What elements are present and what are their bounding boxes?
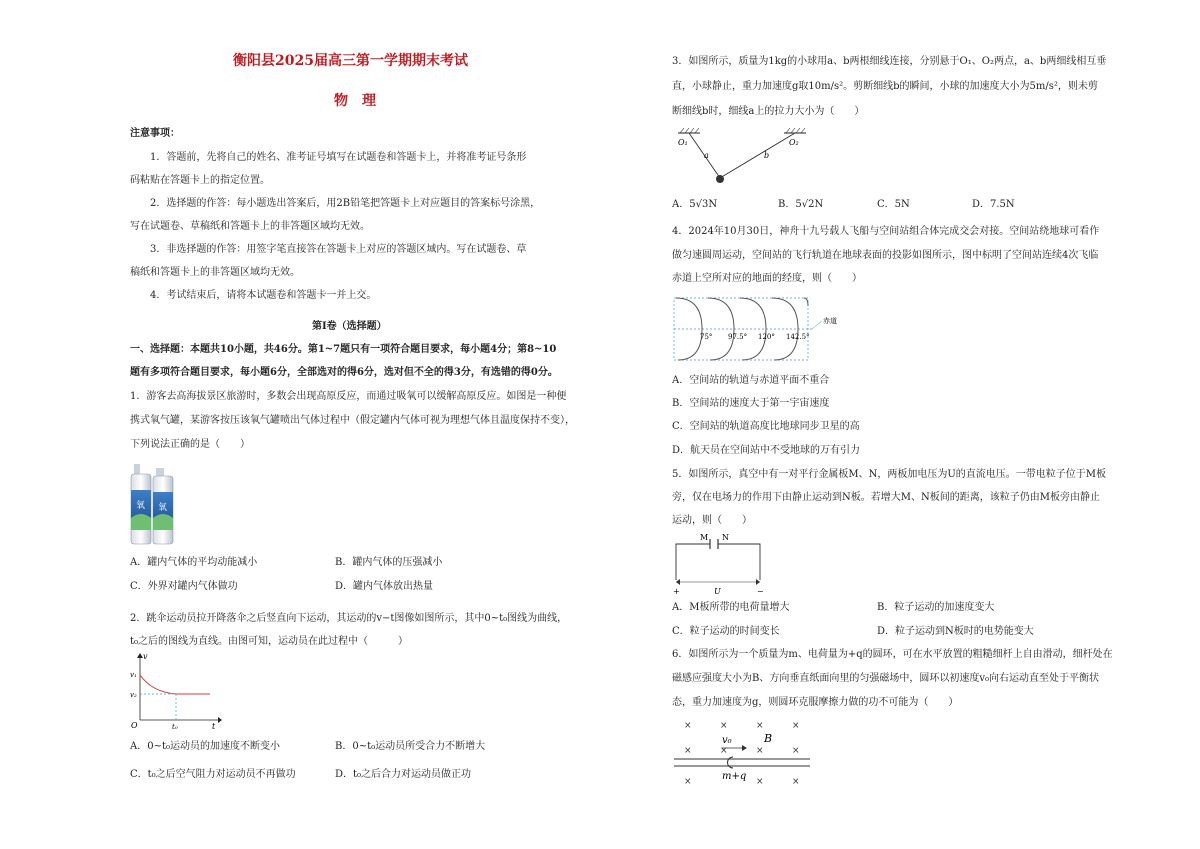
- field-x: ×: [684, 721, 692, 731]
- q4-option-b: B．空间站的速度大于第一宇宙速度: [672, 398, 830, 409]
- q5-option-c: C．粒子运动的时间变长: [672, 626, 780, 637]
- notes-heading: 注意事项：: [130, 128, 180, 139]
- oxygen-can-image: [126, 460, 186, 546]
- q1-option-c: C．外界对罐内气体做功: [130, 581, 238, 592]
- q1-line2: 携式氧气罐，某游客按压该氧气罐喷出气体过程中（假定罐内气体可视为理想气体且温度保持不变），: [130, 415, 575, 426]
- field-x: ×: [720, 721, 728, 731]
- q1-option-d: D．罐内气体放出热量: [335, 581, 434, 592]
- q3-option-a: A．5√3N: [672, 199, 718, 210]
- longitude-1: 75°: [700, 333, 713, 341]
- q6-line1: 6．如图所示为一个质量为m、电荷量为+q的圆环，可在水平放置的粗糙细杆上自由滑动，细杆处在: [672, 649, 1113, 660]
- note-3a: 3．非选择题的作答：用签字笔直接答在答题卡上对应的答题区域内。写在试题卷、草: [150, 244, 527, 255]
- graph-t-label: t: [212, 722, 216, 730]
- graph-v-label: v: [143, 652, 148, 661]
- q3-option-b: B．5√2N: [778, 199, 824, 210]
- o1-label: O₁: [678, 138, 688, 147]
- note-2a: 2．选择题的作答：每小题选出答案后，用2B铅笔把答题卡上对应题目的答案标号涂黑，: [150, 198, 541, 209]
- q2-option-b: B．0~t₀运动员所受合力不断增大: [335, 741, 486, 752]
- field-x: ×: [756, 777, 764, 787]
- q4-line3: 赤道上空所对应的地面的经度，则（ ）: [672, 273, 862, 284]
- graph-v1-label: v₁: [130, 671, 137, 679]
- q2-option-c: C．t₀之后空气阻力对运动员不再做功: [130, 769, 296, 780]
- voltage-label: U: [714, 587, 721, 596]
- q5-line3: 运动，则（ ）: [672, 515, 752, 526]
- q4-option-d: D．航天员在空间站中不受地球的万有引力: [672, 445, 861, 456]
- q3-line2: 直，小球静止，重力加速度g取10m/s²。剪断细线b的瞬间，小球的加速度大小为5m/s²，则未剪: [672, 81, 1098, 92]
- graph-origin-label: O: [131, 721, 138, 730]
- field-x: ×: [684, 777, 692, 787]
- field-b-label: B: [764, 732, 773, 745]
- field-x: ×: [792, 721, 800, 731]
- q1-option-a: A．罐内气体的平均动能减小: [130, 557, 258, 568]
- note-1a: 1．答题前，先将自己的姓名、准考证号填写在试题卷和答题卡上，并将准考证号条形: [150, 152, 527, 163]
- field-x: ×: [792, 777, 800, 787]
- o2-label: O₂: [789, 138, 799, 147]
- capacitor-circuit: [668, 532, 778, 598]
- field-x: ×: [756, 746, 764, 756]
- q2-line1: 2．跳伞运动员拉开降落伞之后竖直向下运动，其运动的v−t图像如图所示，其中0~t₀图线为曲线，: [130, 613, 568, 624]
- q5-option-b: B．粒子运动的加速度变大: [877, 602, 995, 613]
- field-x: ×: [684, 746, 692, 756]
- field-x: ×: [756, 721, 764, 731]
- plus-terminal: +: [673, 587, 680, 596]
- part1-instr-b: 题有多项符合题目要求，每小题6分，全部选对的得6分，选对但不全的得3分，有选错的得0分。: [130, 367, 558, 378]
- q3-line3: 断细线b时，细线a上的拉力大小为（ ）: [672, 106, 865, 117]
- string-b-label: b: [764, 151, 770, 160]
- part1-title: 第Ⅰ卷（选择题）: [312, 321, 387, 332]
- can-label-1: 氧: [136, 501, 146, 511]
- q3-pendulum-diagram: [672, 125, 812, 190]
- note-2b: 写在试题卷、草稿纸和答题卡上的非答题区域均无效。: [130, 221, 370, 232]
- q3-option-c: C．5N: [877, 199, 910, 210]
- q4-option-a: A．空间站的轨道与赤道平面不重合: [672, 375, 830, 386]
- field-x: ×: [792, 746, 800, 756]
- note-4: 4．考试结束后，请将本试题卷和答题卡一并上交。: [150, 290, 377, 301]
- part1-instr-a: 一、选择题：本题共10小题，共46分。第1~7题只有一项符合题目要求，每小题4分；第8~10: [130, 344, 557, 355]
- graph-t0-label: t₀: [172, 723, 178, 730]
- v0-label: v₀: [722, 735, 732, 746]
- q3-option-d: D．7.5N: [972, 199, 1015, 210]
- q4-option-c: C．空间站的轨道高度比地球同步卫星的高: [672, 421, 860, 432]
- plate-m-label: M: [700, 533, 709, 542]
- longitude-4: 142.5°: [786, 333, 810, 341]
- q2-option-a: A．0~t₀运动员的加速度不断变小: [130, 741, 280, 752]
- q4-line2: 做匀速圆周运动，空间站的飞行轨道在地球表面的投影如图所示，图中标明了空间站连续4次飞临: [672, 250, 1099, 261]
- equator-label: 赤道: [823, 317, 837, 325]
- string-a-label: a: [704, 151, 709, 160]
- exam-title: 衡阳县2025届高三第一学期期末考试: [233, 53, 468, 69]
- q2-line2: t₀之后的图线为直线。由图可知，运动员在此过程中（ ）: [130, 636, 409, 647]
- q4-line1: 4．2024年10月30日，神舟十九号载人飞船与空间站组合体完成交会对接。空间站绕地球可看作: [672, 226, 1100, 237]
- note-1b: 码粘贴在答题卡上的指定位置。: [130, 175, 270, 186]
- q1-line1: 1．游客去高海拔景区旅游时，多数会出现高原反应，而通过吸氧可以缓解高原反应。如图是一种便: [130, 391, 567, 402]
- field-x: ×: [720, 746, 728, 756]
- q5-option-d: D．粒子运动到N板时的电势能变大: [877, 626, 1034, 637]
- q1-option-b: B．罐内气体的压强减小: [335, 557, 443, 568]
- longitude-2: 97.5°: [728, 333, 748, 341]
- q6-line2: 磁感应强度大小为B、方向垂直纸面向里的匀强磁场中，圆环以初速度v₀向右运动直至处于平衡状: [672, 673, 1100, 684]
- can-label-2: 氧: [158, 503, 168, 513]
- q6-line3: 态，重力加速度为g，则圆环克服摩擦力做的功不可能为（ ）: [672, 697, 959, 708]
- q5-line2: 旁，仅在电场力的作用下由静止运动到N板。若增大M、N板间的距离，该粒子仍由M板旁由静止: [672, 492, 1100, 503]
- minus-terminal: −: [757, 587, 764, 596]
- q5-line1: 5．如图所示，真空中有一对平行金属板M、N，两板加电压为U的直流电压。一带电粒子位于M板: [672, 469, 1107, 480]
- graph-v2-label: v₂: [130, 691, 137, 699]
- q1-line3: 下列说法正确的是（ ）: [130, 439, 250, 450]
- subject-title: 物 理: [334, 93, 376, 109]
- orbit-track-map: [672, 294, 852, 364]
- plate-n-label: N: [722, 533, 729, 542]
- magnetic-field-diagram: [672, 716, 812, 788]
- longitude-3: 120°: [758, 333, 775, 341]
- q5-option-a: A．M板所带的电荷量增大: [672, 602, 790, 613]
- note-3b: 稿纸和答题卡上的非答题区域均无效。: [130, 267, 300, 278]
- q2-option-d: D．t₀之后合力对运动员做正功: [335, 769, 472, 780]
- ring-mq-label: m+q: [722, 771, 747, 782]
- q3-line1: 3．如图所示，质量为1kg的小球用a、b两根细线连接，分别悬于O₁、O₂两点，a、b两细线相互垂: [672, 56, 1107, 67]
- vt-graph: [126, 650, 226, 730]
